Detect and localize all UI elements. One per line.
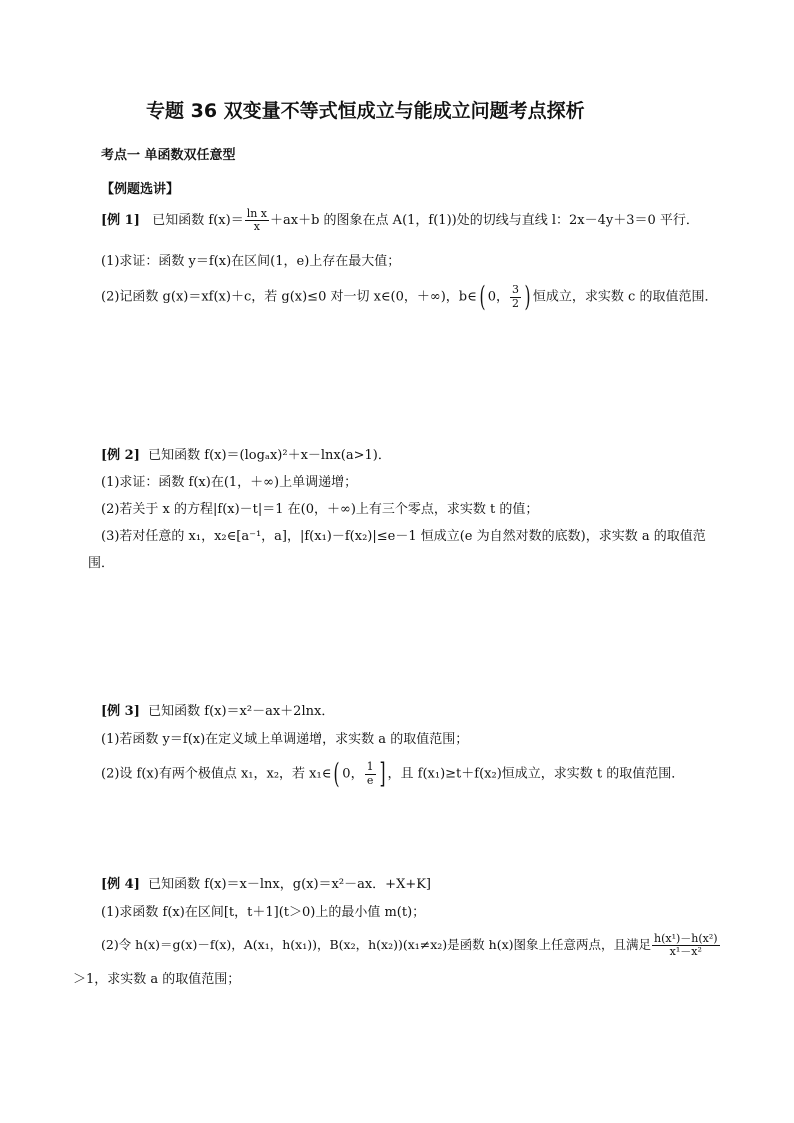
example-4-question-2: (2)令 h(x)＝g(x)－f(x)，A(x₁，h(x₁))，B(x₂，h(x₂))(x₁≠x₂)是函数 h(x)图象上任意两点，且满足 $\frac{\text{h(x¹)－h(x²)}}{\text{x¹－x²}}$ [101,932,718,959]
example-3-statement: [例 3] 已知函数 f(x)＝x²－ax＋2lnx． [101,704,335,719]
example-4-fraction: $\frac{\text{h(x¹)－h(x²)}}{\text{x¹－x²}}$ [654,932,718,959]
example-4-label: [例 4] [101,877,140,892]
example-2-label: [例 2] [101,448,140,463]
section-heading: 考点一 单函数双任意型 [101,148,236,163]
example-1-question-2: (2)记函数 g(x)＝xf(x)＋c，若 g(x)≤0 对一切 x∈(0，＋∞)，b∈( 0， $\frac{3}{2}$ ) 恒成立，求实数 c 的取值范围． [101,280,718,313]
example-2-question-3: (3)若对任意的 x₁，x₂∈[a⁻¹，a]，|f(x₁)－f(x₂)|≤e－1 恒成立(e 为自然对数的底数)，求实数 a 的取值范 [101,529,706,544]
example-2-question-2: (2)若关于 x 的方程|f(x)－t|＝1 在(0，＋∞)上有三个零点，求实数 t 的值； [101,502,539,517]
example-3-question-1: (1)若函数 y＝f(x)在定义域上单调递增，求实数 a 的取值范围； [101,732,469,747]
example-1-question-1: (1)求证：函数 y＝f(x)在区间(1，e)上存在最大值； [101,254,401,269]
example-2-question-1: (1)求证：函数 f(x)在(1，＋∞)上单调递增； [101,475,358,490]
example-3-question-2: (2)设 f(x)有两个极值点 x₁，x₂，若 x₁∈( 0， $\frac{1}{e}$ ] ，且 f(x₁)≥t＋f(x₂)恒成立，求实数 t 的取值范围． [101,757,685,790]
example-4-question-1: (1)求函数 f(x)在区间[t，t＋1](t＞0)上的最小值 m(t)； [101,905,426,920]
page-title: 专题 36 双变量不等式恒成立与能成立问题考点探析 [146,100,585,122]
example-1-fraction: $\frac{\text{ln x}}{x}$ [246,207,268,234]
example-4-statement: [例 4] 已知函数 f(x)＝x－lnx，g(x)＝x²－ax．+X+K] [101,877,431,892]
example-2-question-3-cont: 围． [88,556,115,571]
example-1-statement: [例 1] 已知函数 f(x)＝ $\frac{\text{ln x}}{x}$ ＋ax＋b 的图象在点 A(1，f(1))处的切线与直线 l：2x－4y＋3＝0 平行． [101,207,699,234]
example-3-label: [例 3] [101,704,140,719]
subsection-heading: 【例题选讲】 [101,182,180,197]
example-1-label: [例 1] [101,213,140,229]
example-2-statement: [例 2] 已知函数 f(x)＝(logₐx)²＋x－lnx(a>1)． [101,448,391,463]
example-4-question-2-cont: ＞1，求实数 a 的取值范围； [73,972,241,987]
